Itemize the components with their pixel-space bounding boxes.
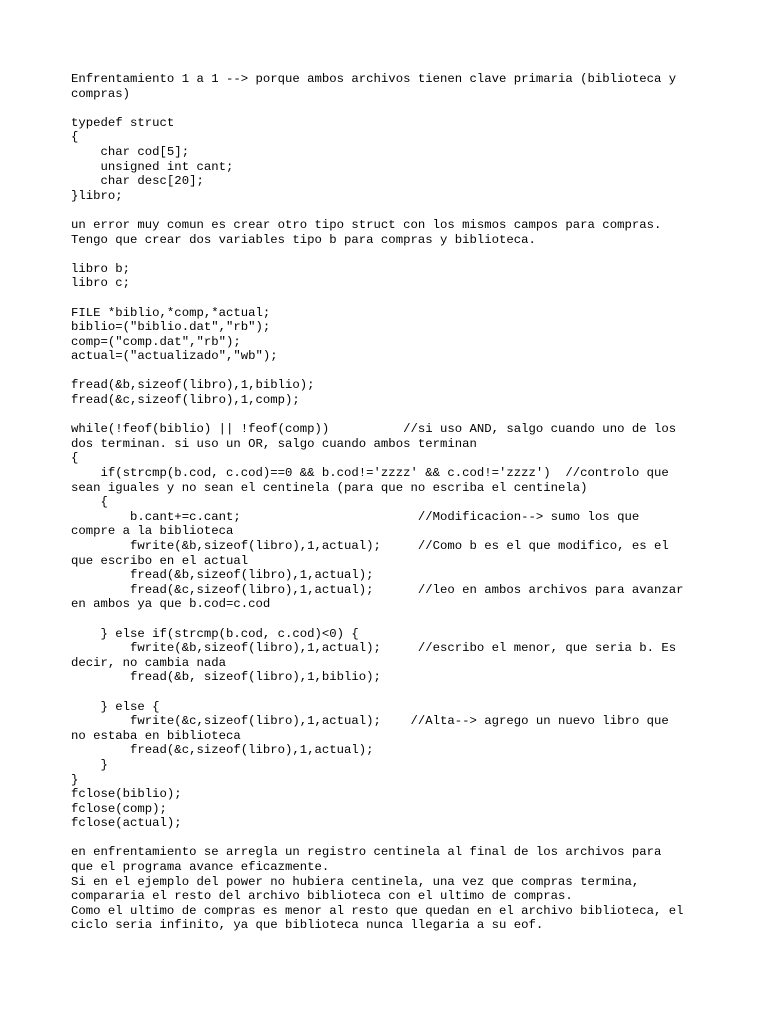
text-line: que escribo en el actual	[71, 553, 249, 568]
text-line: FILE *biblio,*comp,*actual;	[71, 305, 271, 320]
text-line: que el programa avance eficazmente.	[71, 860, 330, 875]
text-line: fread(&b,sizeof(libro),1,actual);	[71, 568, 374, 583]
text-line: Tengo que crear dos variables tipo b para compras y biblioteca.	[71, 232, 536, 247]
text-line: dos terminan. si uso un OR, salgo cuando ambos terminan	[71, 436, 477, 451]
text-line: if(strcmp(b.cod, c.cod)==0 && b.cod!='zzzz' && c.cod!='zzzz') //controlo que	[71, 466, 669, 481]
blank-line	[71, 831, 731, 846]
text-line: fread(&c,sizeof(libro),1,actual); //leo en ambos archivos para avanzar	[71, 582, 684, 597]
text-line: Si en el ejemplo del power no hubiera centinela, una vez que compras termina,	[71, 874, 640, 889]
text-line: fclose(actual);	[71, 816, 182, 831]
text-line: char desc[20];	[71, 174, 204, 189]
text-line: no estaba en biblioteca	[71, 728, 241, 743]
text-line: fclose(comp);	[71, 801, 167, 816]
blank-line	[71, 247, 731, 262]
text-line: fread(&b, sizeof(libro),1,biblio);	[71, 670, 381, 685]
text-line: Como el ultimo de compras es menor al resto que quedan en el archivo biblioteca, el	[71, 903, 684, 918]
text-line: compararia el resto del archivo biblioteca con el ultimo de compras.	[71, 889, 573, 904]
text-line: un error muy comun es crear otro tipo struct con los mismos campos para compras.	[71, 217, 662, 232]
text-line: comp=("comp.dat","rb");	[71, 334, 241, 349]
blank-line	[71, 101, 731, 116]
text-line: }	[71, 772, 79, 787]
text-line: b.cant+=c.cant; //Modificacion--> sumo los que	[71, 509, 640, 524]
blank-line	[71, 685, 731, 700]
blank-line	[71, 612, 731, 627]
text-line: fclose(biblio);	[71, 787, 182, 802]
text-line: fwrite(&b,sizeof(libro),1,actual); //Como b es el que modifico, es el	[71, 539, 669, 553]
text-line: fwrite(&c,sizeof(libro),1,actual); //Alta--> agrego un nuevo libro que	[71, 714, 669, 729]
text-line: unsigned int cant;	[71, 159, 234, 174]
document-body	[71, 72, 731, 933]
text-line: biblio=("biblio.dat","rb");	[71, 320, 271, 335]
blank-line	[71, 291, 731, 306]
text-line: while(!feof(biblio) || !feof(comp)) //si uso AND, salgo cuando uno de los	[71, 422, 677, 437]
blank-line	[71, 408, 731, 423]
text-line: }	[71, 757, 108, 772]
text-line: fwrite(&b,sizeof(libro),1,actual); //escribo el menor, que seria b. Es	[71, 641, 677, 656]
text-line: libro c;	[71, 276, 131, 291]
text-line: } else if(strcmp(b.cod, c.cod)<0) {	[71, 626, 359, 641]
text-line: fread(&c,sizeof(libro),1,actual);	[71, 743, 374, 758]
text-line: compras)	[71, 86, 131, 101]
text-line: ciclo seria infinito, ya que biblioteca nunca llegaria a su eof.	[71, 918, 544, 933]
text-line: {	[71, 130, 79, 145]
text-line: typedef struct	[71, 115, 175, 130]
text-line: actual=("actualizado","wb");	[71, 349, 278, 364]
blank-line	[71, 364, 731, 379]
text-line: libro b;	[71, 261, 131, 276]
text-line: Enfrentamiento 1 a 1 --> porque ambos archivos tienen clave primaria (biblioteca y	[71, 72, 677, 86]
text-line: {	[71, 451, 79, 466]
text-line: en ambos ya que b.cod=c.cod	[71, 597, 271, 612]
text-line: en enfrentamiento se arregla un registro centinela al final de los archivos para	[71, 845, 662, 860]
text-line: {	[71, 495, 108, 510]
text-line: }libro;	[71, 188, 123, 203]
text-line: fread(&c,sizeof(libro),1,comp);	[71, 393, 300, 408]
text-line: decir, no cambia nada	[71, 655, 226, 670]
text-line: } else {	[71, 699, 160, 714]
blank-line	[71, 203, 731, 218]
text-line: char cod[5];	[71, 144, 190, 159]
text-line: fread(&b,sizeof(libro),1,biblio);	[71, 378, 315, 393]
text-line: compre a la biblioteca	[71, 524, 234, 539]
text-line: sean iguales y no sean el centinela (para que no escriba el centinela)	[71, 480, 588, 495]
